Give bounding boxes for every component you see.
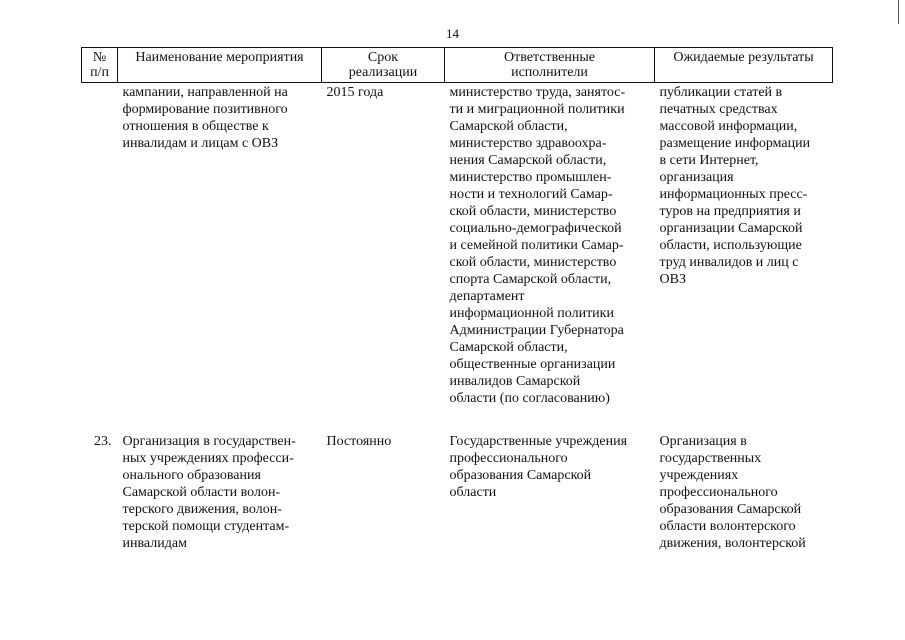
header-term-line-2: реализации bbox=[348, 65, 418, 80]
header-term bbox=[322, 48, 445, 83]
row-number bbox=[82, 83, 118, 408]
row-measure-name bbox=[118, 83, 322, 408]
row-results-text: Организация в государственных учреждениях профессионального образования Самарской области волонтерского движения, волонтерской bbox=[659, 434, 806, 551]
row-number bbox=[82, 433, 118, 552]
table-row bbox=[82, 433, 833, 552]
header-executors-line-2: исполнители bbox=[511, 65, 588, 80]
header-number bbox=[82, 48, 118, 83]
row-results-text: публикации статей в печатных средствах массовой информации, размещение информации в сети Интернет, организация информационных пресс- туров на предприятия и организации Самарской области, использующие труд инвалидов и лиц с ОВЗ bbox=[659, 85, 811, 287]
header-measure-name-text: Наименование мероприятия bbox=[135, 50, 304, 65]
page-number: 14 bbox=[446, 26, 459, 41]
row-term bbox=[322, 83, 445, 408]
header-executors bbox=[445, 48, 655, 83]
row-executors bbox=[445, 83, 655, 408]
row-term bbox=[322, 433, 445, 552]
row-spacer bbox=[82, 407, 833, 433]
header-measure-name bbox=[118, 48, 322, 83]
row-term-text: Постоянно bbox=[326, 434, 392, 449]
row-results bbox=[655, 433, 833, 552]
row-executors-text: министерство труда, занятос- ти и миграционной политики Самарской области, министерство здравоохра- нения Самарской области, министерство промышлен- ности и технологий Самар- ской области, министерство социально-демографической и семейной политики Самар- ской области, министерство спорта Самарской области, департамент информационной политики Администрации Губернатора Самарской области, общественные организации инвалидов Самарской области (по согласованию) bbox=[449, 85, 626, 406]
table-header-row bbox=[82, 48, 833, 83]
header-number-line-2: п/п bbox=[90, 65, 109, 80]
row-results bbox=[655, 83, 833, 408]
table-row bbox=[82, 83, 833, 408]
row-term-text: 2015 года bbox=[326, 85, 384, 100]
scan-edge-mark bbox=[898, 0, 899, 24]
header-results bbox=[655, 48, 833, 83]
header-executors-line-1: Ответственные bbox=[504, 50, 595, 65]
header-results-text: Ожидаемые результаты bbox=[673, 50, 814, 65]
row-executors bbox=[445, 433, 655, 552]
header-term-line-1: Срок bbox=[367, 50, 399, 65]
row-measure-name-text: Организация в государствен- ных учреждениях професси- онального образования Самарской области волон- терского движения, волон- терской помощи студентам- инвалидам bbox=[122, 434, 296, 551]
measures-table bbox=[81, 47, 833, 552]
row-executors-text: Государственные учреждения профессионального образования Самарской области bbox=[449, 434, 628, 500]
row-measure-name bbox=[118, 433, 322, 552]
row-spacer-cell bbox=[82, 407, 833, 433]
header-number-line-1: № bbox=[92, 50, 107, 65]
row-number-text: 23. bbox=[94, 434, 112, 449]
row-measure-name-text: кампании, направленной на формирование позитивного отношения в обществе к инвалидам и лицам с ОВЗ bbox=[122, 85, 288, 151]
